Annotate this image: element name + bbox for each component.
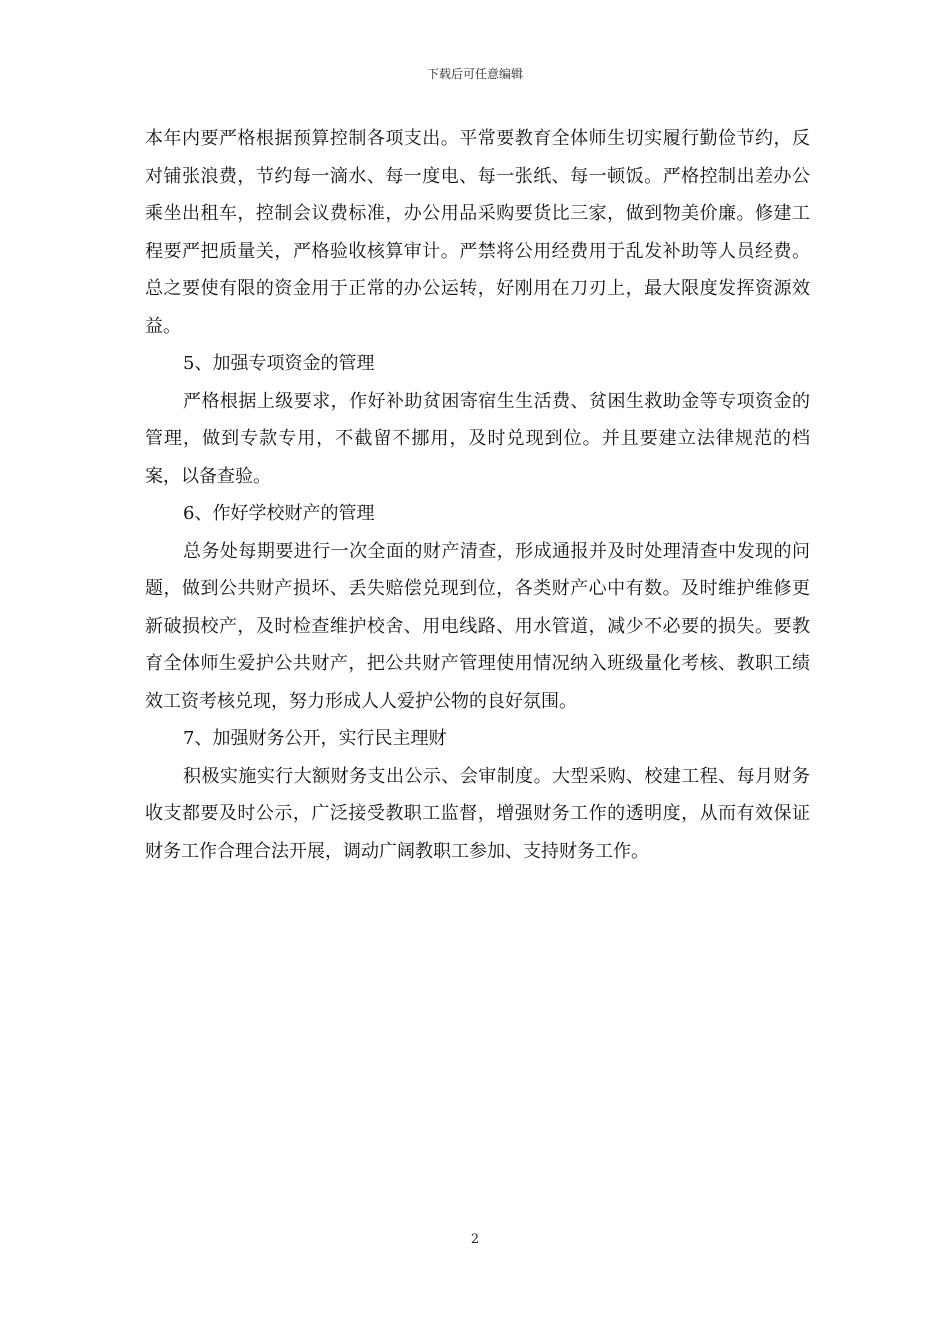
page-number: 2 bbox=[470, 1232, 480, 1247]
paragraph-budget-control: 本年内要严格根据预算控制各项支出。平常要教育全体师生切实履行勤俭节约，反对铺张浪费，节约每一滴水、每一度电、每一张纸、每一顿饭。严格控制出差办公乘坐出租车，控制会议费标准，办公用品采购要货比三家，做到物美价廉。修建工程要严把质量关，严格验收核算审计。严禁将公用经费用于乱发补助等人员经费。总之要使有限的资金用于正常的办公运转，好刚用在刀刃上，最大限度发挥资源效益。 bbox=[145, 128, 810, 337]
paragraph-school-property: 总务处每期要进行一次全面的财产清查，形成通报并及时处理清查中发现的问题，做到公共财产损坏、丢失赔偿兑现到位，各类财产心中有数。及时维护维修更新破损校产，及时检查维护校舍、用电线路、用水管道，减少不必要的损失。要教育全体师生爱护公共财产，把公共财产管理使用情况纳入班级量化考核、教职工绩效工资考核兑现，努力形成人人爱护公物的良好氛围。 bbox=[145, 540, 810, 712]
section-heading-financial-disclosure: 7、加强财务公开，实行民主理财 bbox=[183, 728, 447, 749]
paragraph-financial-disclosure: 积极实施实行大额财务支出公示、会审制度。大型采购、校建工程、每月财务收支都要及时公示，广泛接受教职工监督，增强财务工作的透明度，从而有效保证财务工作合理合法开展，调动广阔教职工参加、支持财务工作。 bbox=[145, 765, 810, 862]
paragraph-special-funds: 严格根据上级要求，作好补助贫困寄宿生生活费、贫困生救助金等专项资金的管理，做到专款专用，不截留不挪用，及时兑现到位。并且要建立法律规范的档案，以备查验。 bbox=[145, 390, 810, 487]
page-header: 下载后可任意编辑 bbox=[426, 67, 523, 81]
document-body bbox=[145, 120, 810, 870]
section-heading-school-property: 6、作好学校财产的管理 bbox=[183, 503, 375, 524]
section-heading-special-funds: 5、加强专项资金的管理 bbox=[183, 353, 375, 374]
